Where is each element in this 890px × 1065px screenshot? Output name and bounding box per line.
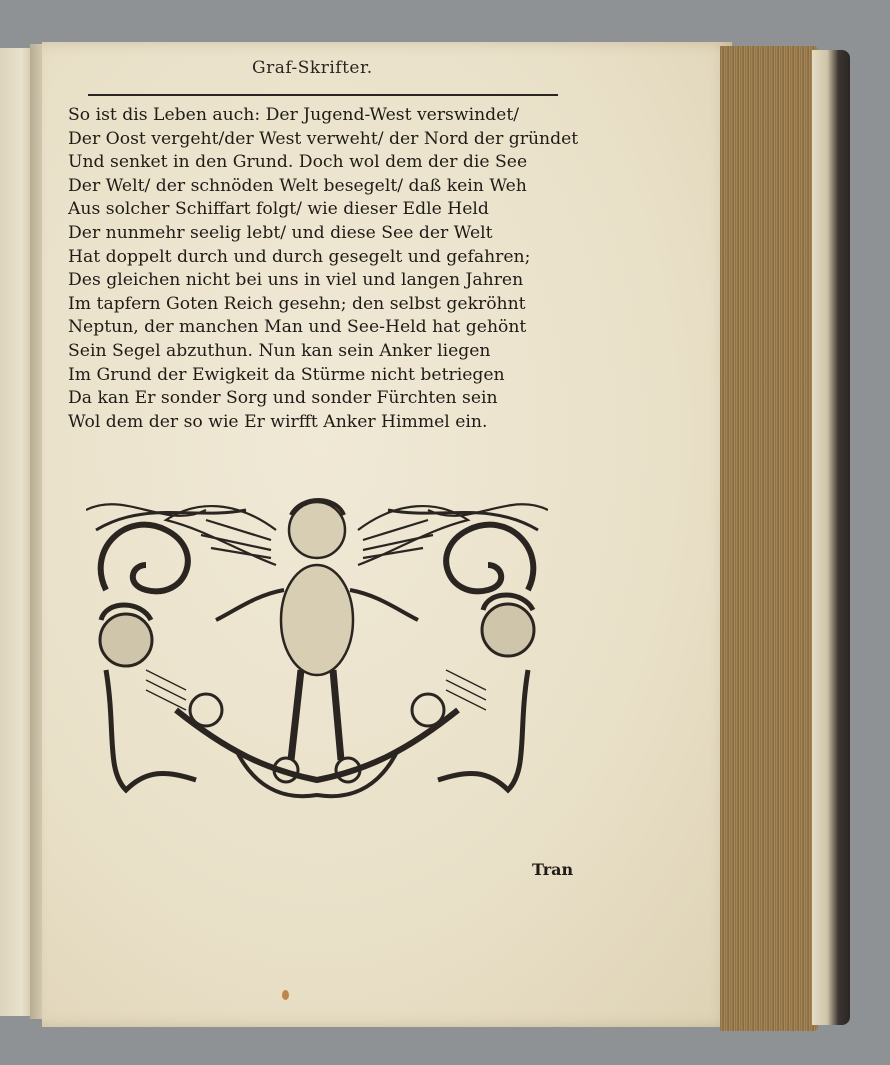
page-edges <box>720 46 818 1031</box>
poem-text <box>68 104 608 434</box>
woodcut-ornament-cherub <box>86 470 548 805</box>
poem-line: Sein Segel abzuthun. Nun kan sein Anker liegen <box>68 340 491 361</box>
header-rule <box>88 94 558 96</box>
poem-line: Der Welt/ der schnöden Welt besegelt/ daß kein Weh <box>68 175 527 196</box>
poem-line: Im tapfern Goten Reich gesehn; den selbst gekröhnt <box>68 293 526 314</box>
poem-line: Neptun, der manchen Man und See-Held hat gehönt <box>68 317 527 338</box>
paper-stain <box>282 990 289 1000</box>
poem-line: Hat doppelt durch und durch gesegelt und gefahren; <box>68 246 531 267</box>
running-head: Graf-Skrifter. <box>252 58 373 78</box>
poem-line: Wol dem der so wie Er wirfft Anker Himmel ein. <box>68 411 488 432</box>
poem-line: Der Oost vergeht/der West verweht/ der Nord der gründet <box>68 128 579 149</box>
poem-line: Der nunmehr seelig lebt/ und diese See der Welt <box>68 222 493 243</box>
catchword: Tran <box>532 860 574 879</box>
poem-line: So ist dis Leben auch: Der Jugend-West verswindet/ <box>68 105 520 125</box>
poem-line: Im Grund der Ewigkeit da Stürme nicht betriegen <box>68 364 505 385</box>
poem-line: Aus solcher Schiffart folgt/ wie dieser Edle Held <box>68 199 489 220</box>
book-cover-board <box>812 50 850 1025</box>
poem-line: Des gleichen nicht bei uns in viel und langen Jahren <box>68 270 524 291</box>
poem-line: Da kan Er sonder Sorg und sonder Fürchten sein <box>68 388 498 409</box>
poem-line: Und senket in den Grund. Doch wol dem der die See <box>68 152 528 173</box>
